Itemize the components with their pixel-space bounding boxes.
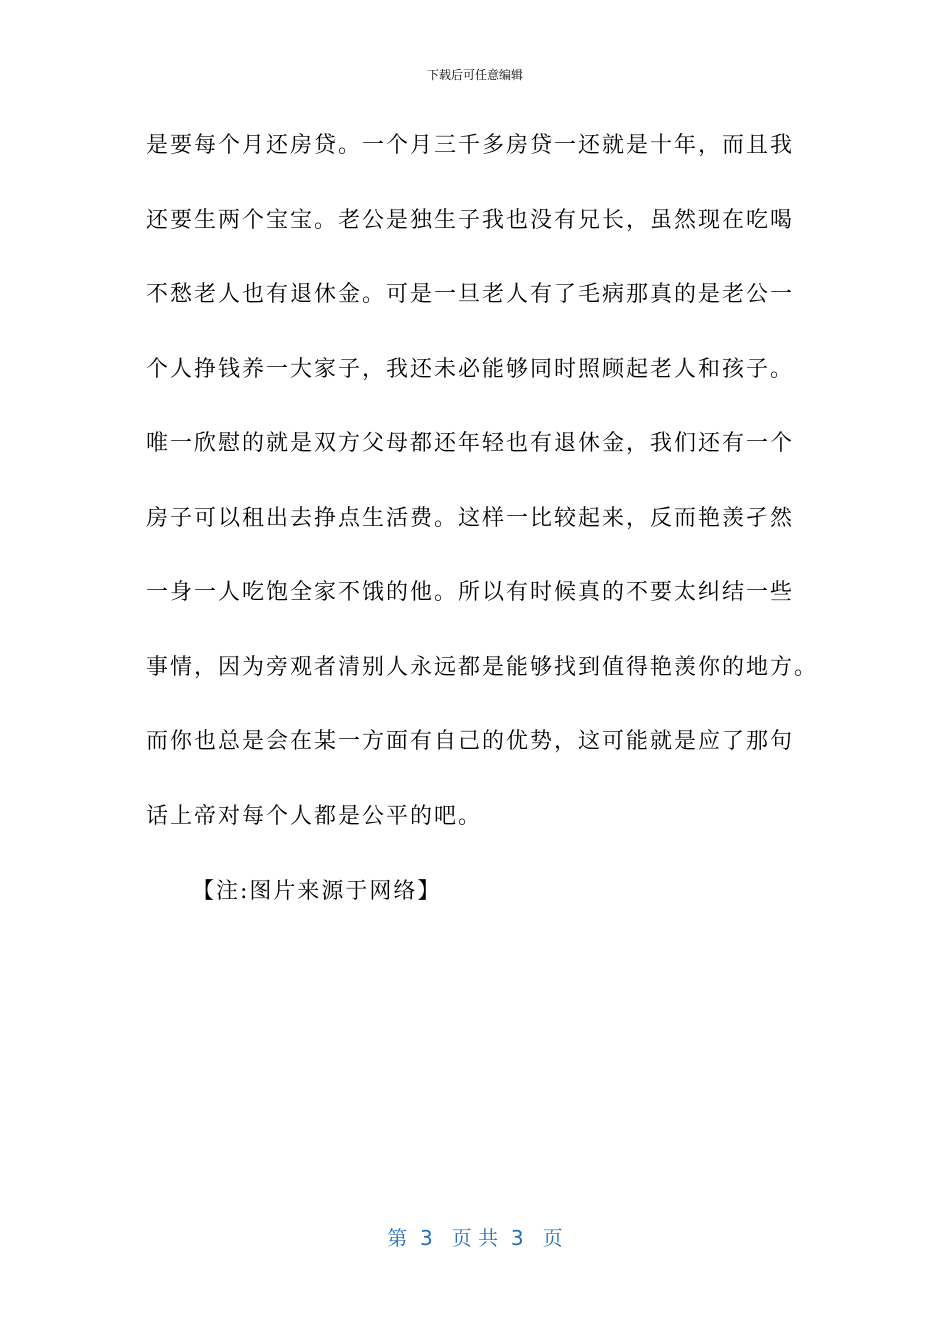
body-line: 不愁老人也有退休金。可是一旦老人有了毛病那真的是老公一	[146, 282, 795, 307]
body-line: 个人挣钱养一大家子，我还未必能够同时照顾起老人和孩子。	[146, 356, 795, 382]
body-line: 房子可以租出去挣点生活费。这样一比较起来，反而艳羡孑然	[146, 505, 795, 531]
body-line: 是要每个月还房贷。一个月三千多房贷一还就是十年，而且我	[146, 133, 795, 158]
image-source-note: 【注:图片来源于网络】	[192, 879, 442, 904]
page-number-footer: 第 3 页 共 3 页	[387, 1226, 563, 1250]
body-line: 事情，因为旁观者清别人永远都是能够找到值得艳羡你的地方。	[146, 654, 819, 680]
body-line: 一身一人吃饱全家不饿的他。所以有时候真的不要太纠结一些	[146, 580, 795, 605]
body-line: 唯一欣慰的就是双方父母都还年轻也有退休金，我们还有一个	[146, 431, 795, 456]
body-line: 而你也总是会在某一方面有自己的优势，这可能就是应了那句	[146, 729, 795, 754]
body-line: 还要生两个宝宝。老公是独生子我也没有兄长，虽然现在吃喝	[146, 207, 795, 233]
page-header: 下载后可任意编辑	[426, 68, 523, 82]
body-line: 话上帝对每个人都是公平的吧。	[146, 803, 483, 829]
article-body	[146, 126, 826, 871]
